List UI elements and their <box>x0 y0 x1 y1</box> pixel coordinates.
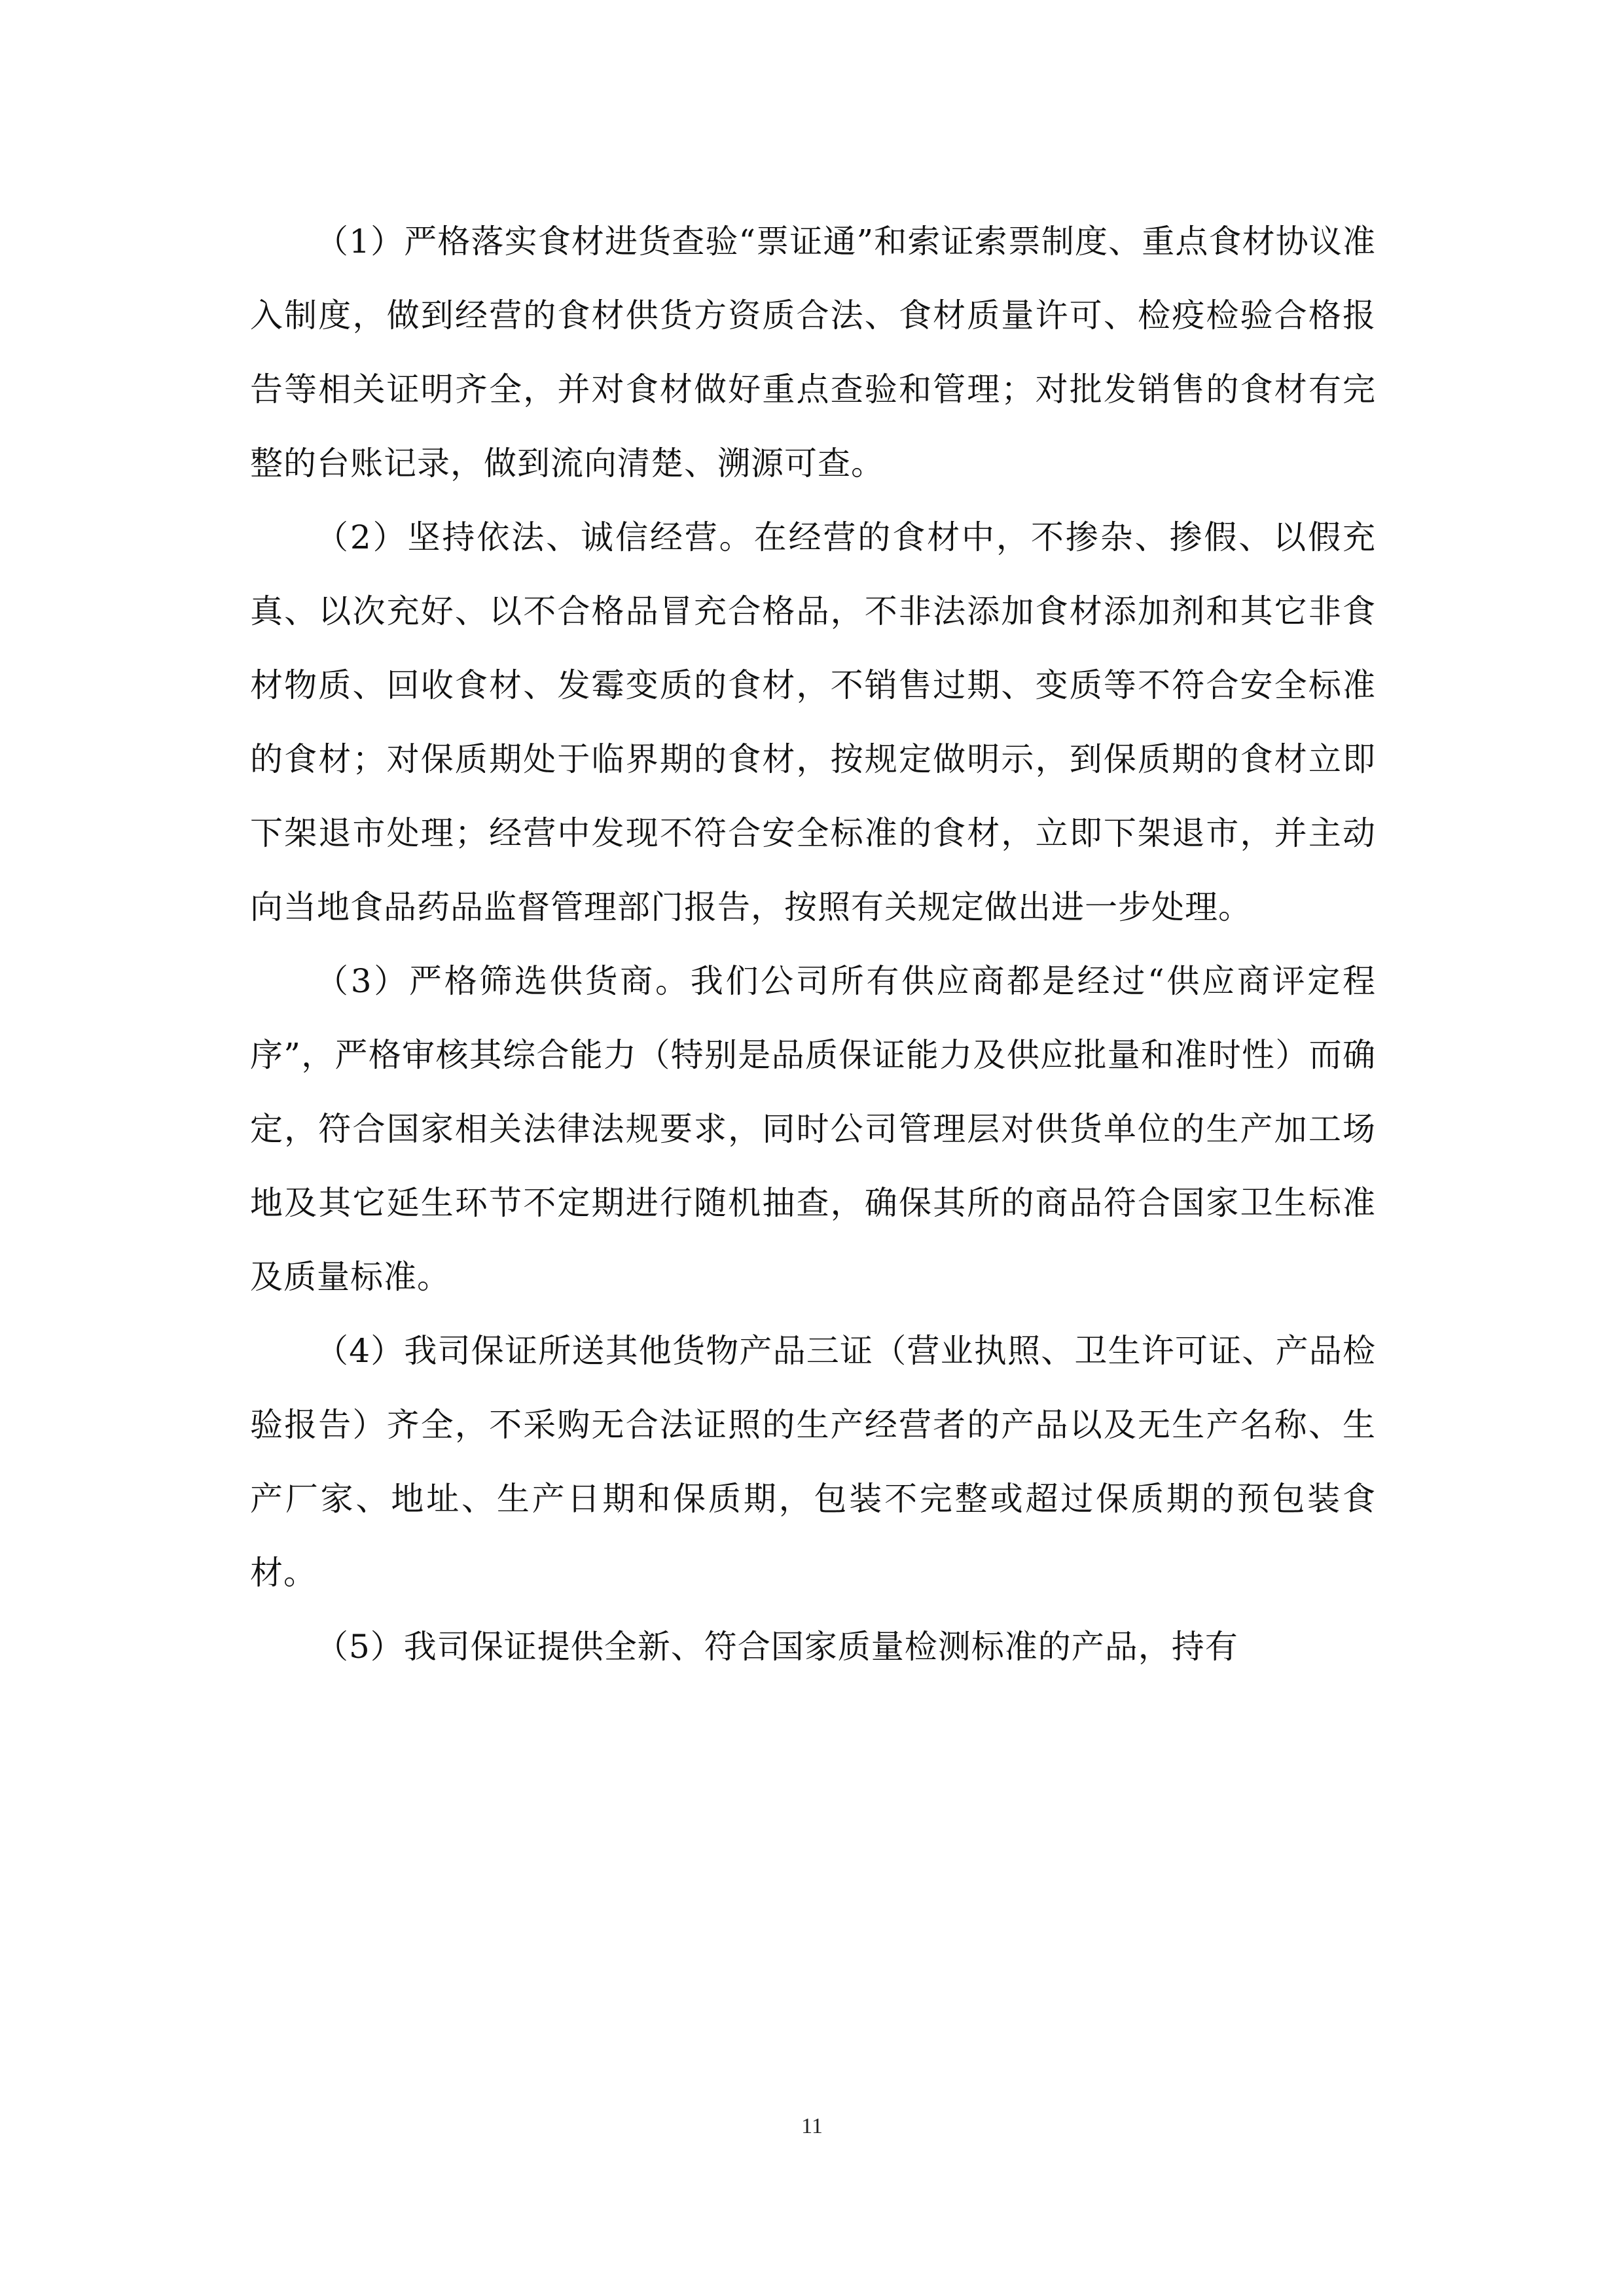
paragraph-5: （5）我司保证提供全新、符合国家质量检测标准的产品，持有 <box>316 1628 1238 1666</box>
paragraph-4: （4）我司保证所送其他货物产品三证（营业执照、卫生许可证、产品检验报告）齐全，不采购无合法证照的生产经营者的产品以及无生产名称、生产厂家、地址、生产日期和保质期，包装不完整或超过保质期的预包装食材。 <box>250 1332 1376 1592</box>
paragraph-3: （3）严格筛选供货商。我们公司所有供应商都是经过“供应商评定程序”，严格审核其综合能力（特别是品质保证能力及供应批量和准时性）而确定，符合国家相关法律法规要求，同时公司管理层对供货单位的生产加工场地及其它延生环节不定期进行随机抽查，确保其所的商品符合国家卫生标准及质量标准。 <box>250 962 1376 1296</box>
paragraph-2: （2）坚持依法、诚信经营。在经营的食材中，不掺杂、掺假、以假充真、以次充好、以不合格品冒充合格品，不非法添加食材添加剂和其它非食材物质、回收食材、发霉变质的食材，不销售过期、变质等不符合安全标准的食材；对保质期处于临界期的食材，按规定做明示，到保质期的食材立即下架退市处理；经营中发现不符合安全标准的食材，立即下架退市，并主动向当地食品药品监督管理部门报告，按照有关规定做出进一步处理。 <box>250 518 1376 926</box>
paragraph-1: （1）严格落实食材进货查验“票证通”和索证索票制度、重点食材协议准入制度，做到经营的食材供货方资质合法、食材质量许可、检疫检验合格报告等相关证明齐全，并对食材做好重点查验和管理；对批发销售的食材有完整的台账记录，做到流向清楚、溯源可查。 <box>250 223 1376 482</box>
page-number: 11 <box>801 2114 823 2138</box>
document-body <box>250 205 1376 1684</box>
